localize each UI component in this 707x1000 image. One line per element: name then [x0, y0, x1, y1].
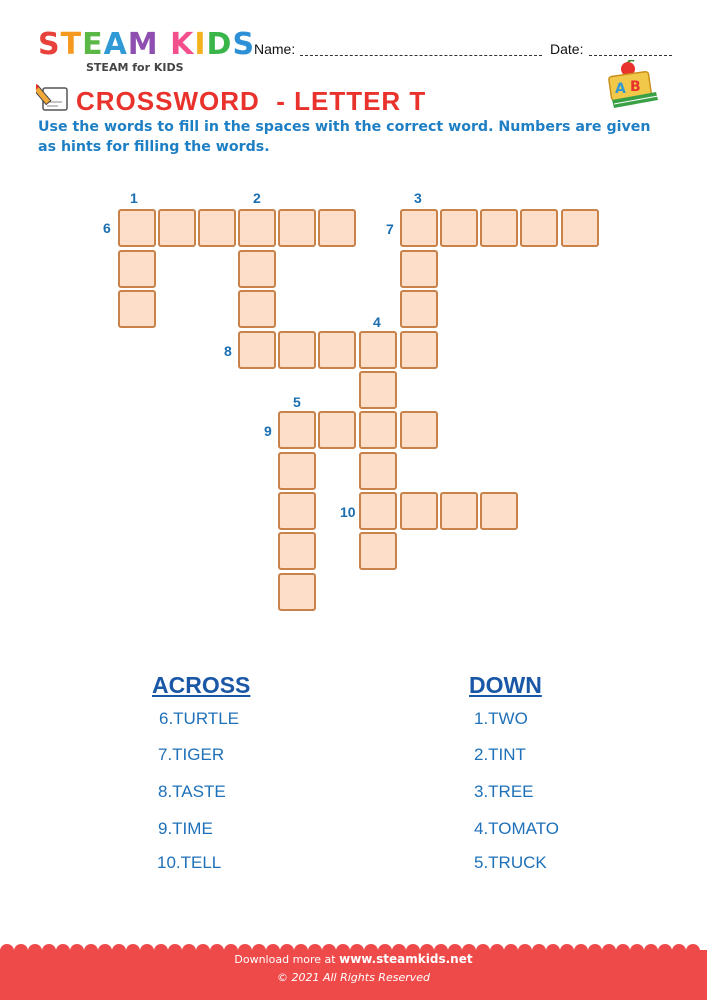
crossword-cell[interactable] — [400, 250, 438, 288]
crossword-cell[interactable] — [480, 492, 518, 530]
footer-download — [0, 952, 707, 966]
crossword-cell[interactable] — [400, 331, 438, 369]
crossword-cell[interactable] — [359, 492, 397, 530]
footer-site-link[interactable]: www.steamkids.net — [339, 952, 473, 966]
crossword-cell[interactable] — [238, 290, 276, 328]
name-label: Name: — [254, 41, 296, 57]
worksheet-title: CROSSWORD - LETTER T — [76, 86, 427, 116]
logo-letter: T — [60, 27, 83, 62]
across-clue: 7.TIGER — [158, 745, 225, 764]
crossword-cell[interactable] — [278, 331, 316, 369]
crossword-cell[interactable] — [198, 209, 236, 247]
clue-number-10: 10 — [340, 504, 356, 520]
clue-number-2: 2 — [253, 190, 261, 206]
crossword-cell[interactable] — [400, 290, 438, 328]
crossword-cell[interactable] — [118, 250, 156, 288]
crossword-cell[interactable] — [359, 452, 397, 490]
crossword-cell[interactable] — [118, 290, 156, 328]
crossword-cell[interactable] — [400, 411, 438, 449]
clue-number-7: 7 — [386, 221, 394, 237]
crossword-cell[interactable] — [238, 331, 276, 369]
crossword-cell[interactable] — [238, 209, 276, 247]
crossword-cell[interactable] — [318, 411, 356, 449]
clue-number-9: 9 — [264, 423, 272, 439]
crossword-cell[interactable] — [318, 331, 356, 369]
crossword-cell[interactable] — [238, 250, 276, 288]
crossword-cell[interactable] — [278, 573, 316, 611]
svg-text:A: A — [615, 81, 626, 97]
across-clue: 10.TELL — [157, 853, 222, 872]
date-label: Date: — [550, 41, 584, 57]
across-heading: ACROSS — [152, 672, 251, 698]
logo-subtitle: STEAM for KIDS — [86, 61, 184, 74]
clue-number-5: 5 — [293, 394, 301, 410]
crossword-cell[interactable] — [158, 209, 196, 247]
crossword-cell[interactable] — [359, 331, 397, 369]
crossword-cell[interactable] — [400, 209, 438, 247]
crossword-cell[interactable] — [561, 209, 599, 247]
logo-letter: M — [127, 27, 159, 62]
logo-letter: E — [82, 27, 104, 62]
svg-text:B: B — [630, 79, 641, 95]
down-clue: 5.TRUCK — [474, 853, 547, 872]
clue-number-4: 4 — [373, 314, 381, 330]
clue-number-8: 8 — [224, 343, 232, 359]
crossword-cell[interactable] — [118, 209, 156, 247]
crossword-cell[interactable] — [278, 452, 316, 490]
crossword-cell[interactable] — [278, 532, 316, 570]
across-clue: 9.TIME — [158, 819, 213, 838]
down-clue: 1.TWO — [474, 709, 528, 728]
across-clue: 6.TURTLE — [159, 709, 239, 728]
logo-letter: I — [194, 27, 207, 62]
instructions-text: Use the words to fill in the spaces with the correct word. Numbers are given as hints for filling the words. — [38, 119, 651, 155]
crossword-cell[interactable] — [440, 492, 478, 530]
crossword-cell[interactable] — [520, 209, 558, 247]
down-clue: 4.TOMATO — [474, 819, 560, 838]
down-heading: DOWN — [469, 672, 542, 698]
footer-download-prefix: Download more at — [234, 953, 336, 966]
logo-letter: A — [103, 27, 128, 62]
down-clue: 2.TINT — [474, 745, 526, 764]
crossword-cell[interactable] — [359, 532, 397, 570]
crossword-cell[interactable] — [318, 209, 356, 247]
clue-number-6: 6 — [103, 220, 111, 236]
clue-number-1: 1 — [130, 190, 138, 206]
logo-letter: D — [206, 27, 233, 62]
clue-number-3: 3 — [414, 190, 422, 206]
crossword-cell[interactable] — [278, 411, 316, 449]
crossword-cell[interactable] — [278, 492, 316, 530]
down-clue: 3.TREE — [474, 782, 534, 801]
footer-copyright: © 2021 All Rights Reserved — [276, 971, 430, 984]
crossword-cell[interactable] — [278, 209, 316, 247]
crossword-cell[interactable] — [359, 371, 397, 409]
crossword-cell[interactable] — [400, 492, 438, 530]
logo-letter: K — [170, 27, 195, 62]
across-clue: 8.TASTE — [158, 782, 226, 801]
logo-letter: S — [232, 27, 256, 62]
crossword-cell[interactable] — [359, 411, 397, 449]
crossword-cell[interactable] — [480, 209, 518, 247]
crossword-cell[interactable] — [440, 209, 478, 247]
logo-letter: S — [38, 27, 61, 62]
